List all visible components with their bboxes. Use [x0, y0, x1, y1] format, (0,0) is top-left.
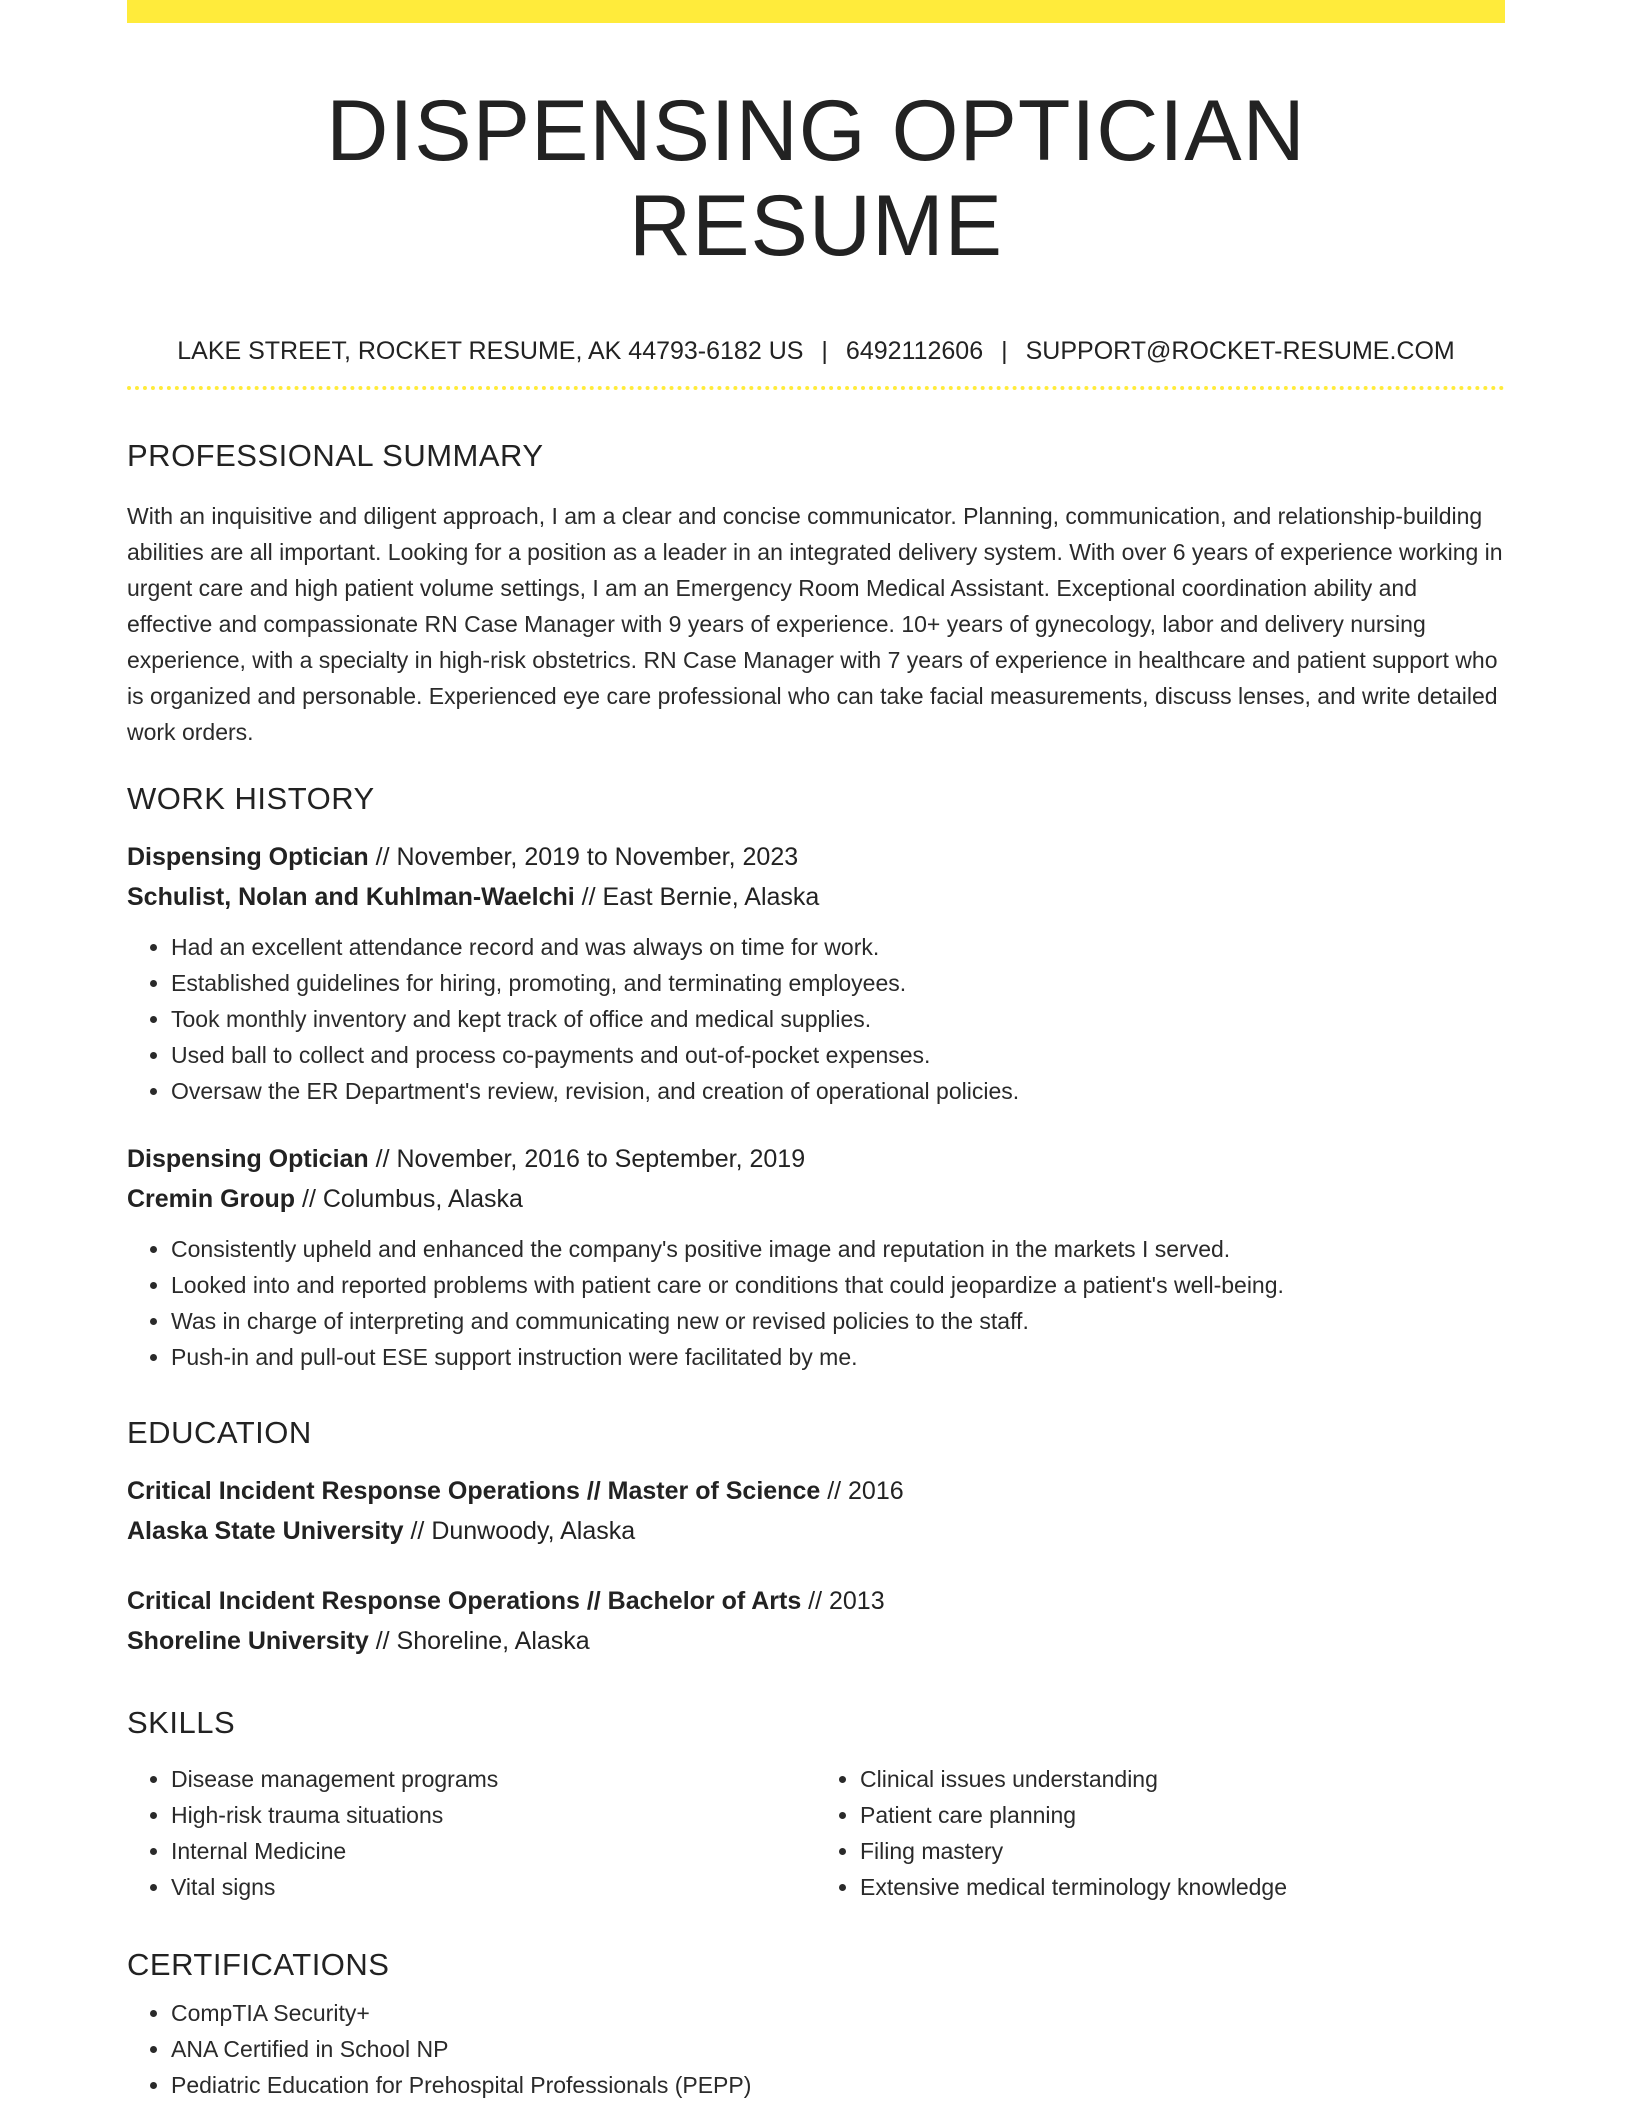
contact-line — [127, 335, 1505, 367]
list-item: • Oversaw the ER Department's review, revision, and creation of operational policies. — [171, 1073, 1505, 1109]
list-item: • Pediatric Education for Prehospital Professionals (PEPP) — [171, 2067, 1505, 2103]
list-item: • CompTIA Security+ — [171, 1995, 1505, 2031]
contact-address: LAKE STREET, ROCKET RESUME, AK 44793-6182 US — [177, 337, 804, 366]
school-name: Alaska State University — [127, 1517, 404, 1546]
job-company: Schulist, Nolan and Kuhlman-Waelchi — [127, 883, 575, 912]
skills-list-right — [816, 1761, 1505, 1905]
summary-text: With an inquisitive and diligent approach, I am a clear and concise communicator. Planning, communication, and relationship-building abilities are all important. Looking for a position as a leader in an integrated delivery system. With over 6 years of experience working in urgent care and high patient volume settings, I am an Emergency Room Medical Assistant. Exceptional coordination ability and effective and compassionate RN Case Manager with 9 years of experience. 10+ years of gynecology, labor and delivery nursing experience, with a specialty in high-risk obstetrics. RN Case Manager with 7 years of experience in healthcare and patient support who is organized and personable. Experienced eye care professional who can take facial measurements, discuss lenses, and write detailed work orders. — [127, 503, 1503, 746]
job-role: Dispensing Optician — [127, 843, 369, 872]
degree-name: Critical Incident Response Operations // Bachelor of Arts — [127, 1587, 802, 1616]
resume-title: DISPENSING OPTICIAN RESUME — [326, 83, 1306, 274]
section-title-education: EDUCATION — [127, 1415, 312, 1451]
list-item: • Was in charge of interpreting and communicating new or revised policies to the staff. — [171, 1303, 1505, 1339]
list-item: • Extensive medical terminology knowledge — [860, 1869, 1505, 1905]
job-entry — [127, 1139, 1505, 1375]
job-bullets — [127, 929, 1505, 1109]
list-item: • Consistently upheld and enhanced the company's positive image and reputation in the markets I served. — [171, 1231, 1505, 1267]
section-title-certifications: CERTIFICATIONS — [127, 1947, 390, 1983]
list-item: • Internal Medicine — [171, 1833, 816, 1869]
list-item: • Clinical issues understanding — [860, 1761, 1505, 1797]
list-item: • Had an excellent attendance record and was always on time for work. — [171, 929, 1505, 965]
school-location: // Dunwoody, Alaska — [403, 1517, 636, 1546]
job-role: Dispensing Optician — [127, 1145, 369, 1174]
dotted-divider — [127, 386, 1505, 390]
section-title-work-history: WORK HISTORY — [127, 781, 375, 817]
list-item: • Took monthly inventory and kept track of office and medical supplies. — [171, 1001, 1505, 1037]
job-title-line — [127, 1139, 1505, 1179]
list-item: • Disease management programs — [171, 1761, 816, 1797]
list-item: • Established guidelines for hiring, promoting, and terminating employees. — [171, 965, 1505, 1001]
list-item: • Push-in and pull-out ESE support instruction were facilitated by me. — [171, 1339, 1505, 1375]
job-dates: // November, 2016 to September, 2019 — [368, 1145, 806, 1174]
section-title-skills: SKILLS — [127, 1705, 236, 1741]
contact-separator: | — [821, 337, 828, 366]
degree-year: // 2016 — [820, 1477, 904, 1506]
contact-email: SUPPORT@ROCKET-RESUME.COM — [1025, 337, 1455, 366]
degree-line — [127, 1471, 1505, 1511]
contact-separator: | — [1001, 337, 1008, 366]
job-title-line — [127, 837, 1505, 877]
degree-name: Critical Incident Response Operations // Master of Science — [127, 1477, 821, 1506]
certifications-list — [127, 1995, 1505, 2103]
job-entry — [127, 837, 1505, 1109]
job-bullets — [127, 1231, 1505, 1375]
skills-columns — [127, 1761, 1505, 1905]
list-item: • Looked into and reported problems with patient care or conditions that could jeopardize a patient's well-being. — [171, 1267, 1505, 1303]
school-location: // Shoreline, Alaska — [368, 1627, 590, 1656]
job-company: Cremin Group — [127, 1185, 296, 1214]
degree-year: // 2013 — [801, 1587, 885, 1616]
list-item: • High-risk trauma situations — [171, 1797, 816, 1833]
list-item: • Vital signs — [171, 1869, 816, 1905]
skills-list-left — [127, 1761, 816, 1905]
job-company-line — [127, 877, 1505, 917]
list-item: • Patient care planning — [860, 1797, 1505, 1833]
degree-line — [127, 1581, 1505, 1621]
resume-page — [127, 0, 1505, 2103]
job-company-line — [127, 1179, 1505, 1219]
education-entry — [127, 1581, 1505, 1661]
job-location: // Columbus, Alaska — [295, 1185, 523, 1214]
school-name: Shoreline University — [127, 1627, 369, 1656]
list-item: • ANA Certified in School NP — [171, 2031, 1505, 2067]
section-title-summary: PROFESSIONAL SUMMARY — [127, 438, 544, 474]
contact-phone: 6492112606 — [845, 337, 984, 366]
top-accent-bar — [127, 0, 1505, 23]
education-entry — [127, 1471, 1505, 1551]
list-item: • Filing mastery — [860, 1833, 1505, 1869]
job-location: // East Bernie, Alaska — [574, 883, 820, 912]
school-line — [127, 1511, 1505, 1551]
school-line — [127, 1621, 1505, 1661]
list-item: • Used ball to collect and process co-payments and out-of-pocket expenses. — [171, 1037, 1505, 1073]
job-dates: // November, 2019 to November, 2023 — [368, 843, 799, 872]
